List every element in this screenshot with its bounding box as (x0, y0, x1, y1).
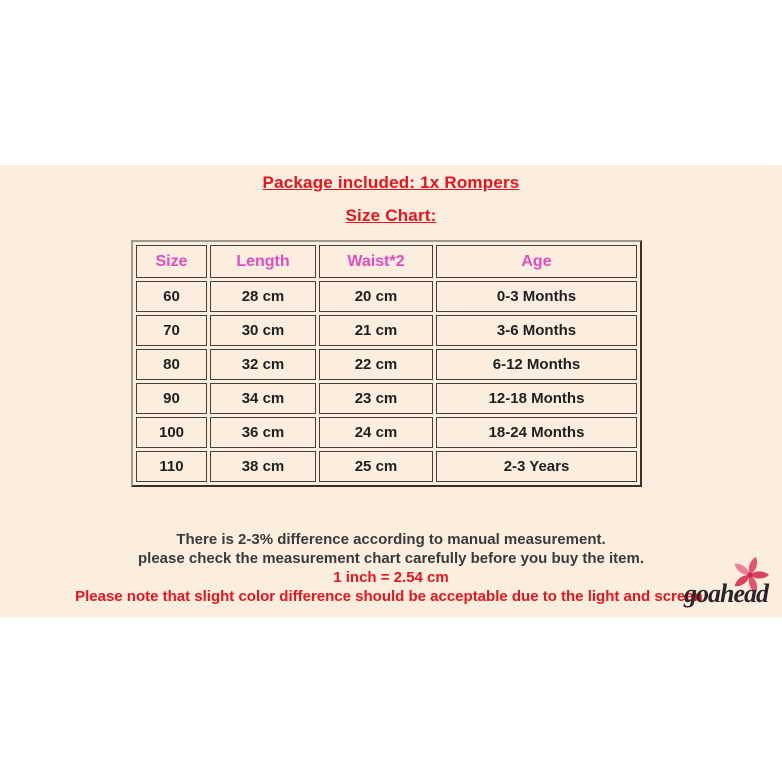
bottom-white-band (0, 617, 782, 782)
cell-size: 100 (136, 417, 207, 448)
column-header-age: Age (436, 245, 637, 278)
cell-length: 28 cm (210, 281, 316, 312)
top-white-band (0, 0, 782, 165)
column-header-waist: Waist*2 (319, 245, 433, 278)
column-header-length: Length (210, 245, 316, 278)
cell-waist: 23 cm (319, 383, 433, 414)
cell-length: 38 cm (210, 451, 316, 482)
cell-size: 90 (136, 383, 207, 414)
table-row (136, 383, 637, 414)
brand-name: goahead (684, 579, 768, 608)
cell-size: 80 (136, 349, 207, 380)
cell-length: 36 cm (210, 417, 316, 448)
table-row (136, 451, 637, 482)
table-row (136, 281, 637, 312)
cell-length: 32 cm (210, 349, 316, 380)
size-chart-table (131, 240, 642, 487)
cell-size: 60 (136, 281, 207, 312)
package-included-title: Package included: 1x Rompers (262, 173, 520, 192)
cell-length: 34 cm (210, 383, 316, 414)
cell-waist: 20 cm (319, 281, 433, 312)
cell-waist: 25 cm (319, 451, 433, 482)
size-chart-title: Size Chart: (345, 206, 437, 225)
cell-age: 3-6 Months (436, 315, 637, 346)
cell-age: 2-3 Years (436, 451, 637, 482)
measurement-note-line2: please check the measurement chart carefully before you buy the item. (137, 550, 644, 567)
table-row (136, 417, 637, 448)
cell-length: 30 cm (210, 315, 316, 346)
cell-age: 6-12 Months (436, 349, 637, 380)
cell-size: 70 (136, 315, 207, 346)
cell-age: 18-24 Months (436, 417, 637, 448)
cell-waist: 21 cm (319, 315, 433, 346)
size-table-header-row (136, 245, 637, 278)
notes-block (0, 530, 782, 606)
cell-age: 0-3 Months (436, 281, 637, 312)
measurement-note-line1: There is 2-3% difference according to manual measurement. (176, 531, 606, 548)
column-header-size: Size (136, 245, 207, 278)
cell-waist: 22 cm (319, 349, 433, 380)
table-row (136, 349, 637, 380)
table-row (136, 315, 637, 346)
cell-size: 110 (136, 451, 207, 482)
brand-watermark (682, 553, 782, 621)
cell-waist: 24 cm (319, 417, 433, 448)
size-chart-panel (0, 165, 782, 617)
color-difference-note: Please note that slight color difference should be acceptable due to the light and screen. (75, 588, 707, 605)
inch-conversion-note: 1 inch = 2.54 cm (333, 569, 449, 586)
cell-age: 12-18 Months (436, 383, 637, 414)
